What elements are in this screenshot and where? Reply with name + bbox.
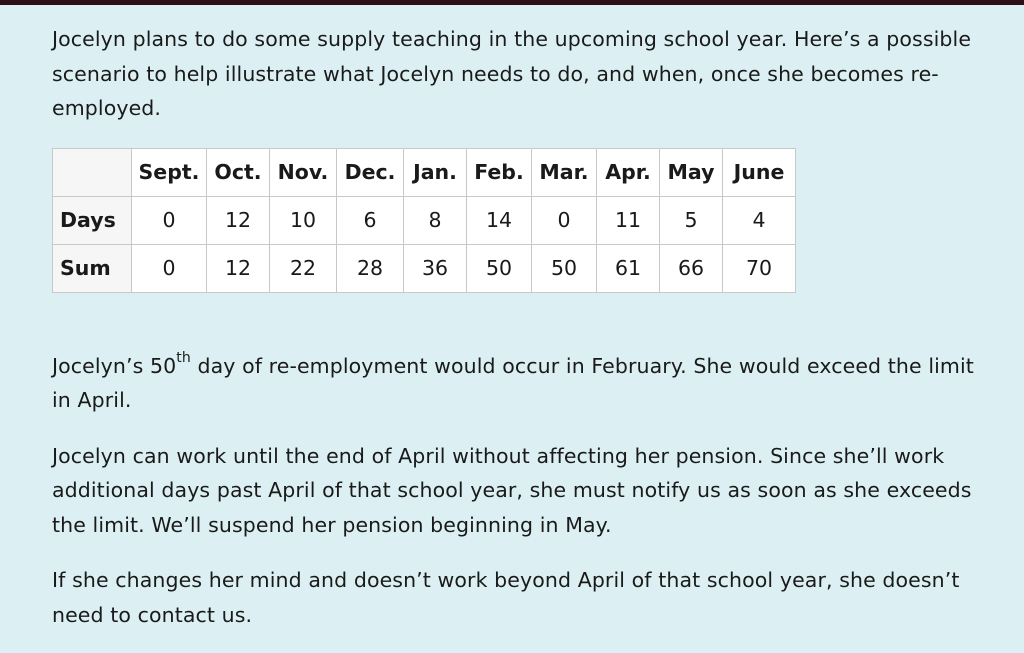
sum-cell: 28	[337, 244, 404, 292]
sum-cell: 22	[270, 244, 337, 292]
month-header: Apr.	[597, 148, 660, 196]
days-cell: 12	[207, 196, 270, 244]
month-header: Oct.	[207, 148, 270, 196]
days-cell: 14	[467, 196, 532, 244]
fiftieth-day-text-start: Jocelyn’s 50	[52, 353, 177, 378]
month-header: May	[660, 148, 723, 196]
sum-cell: 50	[532, 244, 597, 292]
sum-cell: 70	[723, 244, 796, 292]
sum-cell: 36	[404, 244, 467, 292]
sum-cell: 61	[597, 244, 660, 292]
days-cell: 5	[660, 196, 723, 244]
table-row-days	[53, 196, 796, 244]
table-header-row	[53, 148, 796, 196]
ordinal-suffix: th	[176, 349, 191, 366]
fiftieth-day-paragraph	[52, 349, 992, 418]
article-content	[52, 22, 992, 653]
row-label-sum: Sum	[53, 244, 132, 292]
days-cell: 8	[404, 196, 467, 244]
sum-cell: 50	[467, 244, 532, 292]
days-cell: 11	[597, 196, 660, 244]
sum-cell: 0	[132, 244, 207, 292]
days-cell: 10	[270, 196, 337, 244]
pension-suspension-paragraph: Jocelyn can work until the end of April without affecting her pension. Since she’ll work additional days past April of that school year, she must notify us as soon as she exceeds the limit. We’ll suspend her pension beginning in May.	[52, 443, 972, 537]
sum-cell: 12	[207, 244, 270, 292]
table-corner-cell	[53, 148, 132, 196]
days-cell: 4	[723, 196, 796, 244]
month-header: Jan.	[404, 148, 467, 196]
month-header: Dec.	[337, 148, 404, 196]
re-employment-days-table	[52, 148, 796, 293]
days-cell: 6	[337, 196, 404, 244]
month-header: Sept.	[132, 148, 207, 196]
row-label-days: Days	[53, 196, 132, 244]
intro-paragraph: Jocelyn plans to do some supply teaching in the upcoming school year. Here’s a possible scenario to help illustrate what Jocelyn needs to do, and when, once she becomes re-employed.	[52, 27, 972, 120]
table-row-sum	[53, 244, 796, 292]
month-header: Feb.	[467, 148, 532, 196]
fiftieth-day-text-end: day of re-employment would occur in February. She would exceed the limit in April.	[52, 353, 974, 412]
days-cell: 0	[132, 196, 207, 244]
contact-paragraph: If she changes her mind and doesn’t work beyond April of that school year, she doesn’t need to contact us.	[52, 568, 960, 627]
sum-cell: 66	[660, 244, 723, 292]
month-header: June	[723, 148, 796, 196]
month-header: Nov.	[270, 148, 337, 196]
top-border-bar	[0, 0, 1024, 5]
month-header: Mar.	[532, 148, 597, 196]
days-cell: 0	[532, 196, 597, 244]
